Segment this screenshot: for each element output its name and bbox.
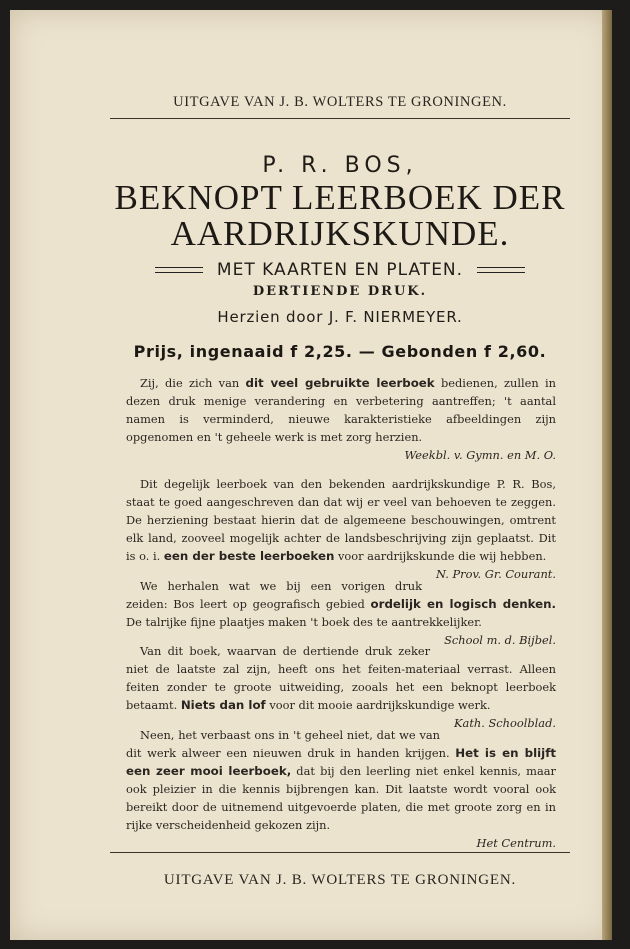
review bbox=[126, 374, 556, 464]
review bbox=[126, 642, 556, 731]
book-title bbox=[110, 180, 570, 252]
review-text: We herhalen wat we bij een vorigen druk zeiden: Bos leert op geografisch gebied bbox=[126, 578, 423, 611]
review-text: Van dit boek, waarvan de dertiende druk zeker niet de laatste zal zijn, heeft ons het feiten-materiaal verrast. Alleen feiten zonder te groote uitweiding, zooals het een beknopt leerboek betaamt. bbox=[126, 644, 556, 713]
double-rule-left bbox=[155, 267, 203, 273]
subtitle: MET KAARTEN EN PLATEN. bbox=[216, 260, 464, 280]
reviews bbox=[126, 374, 556, 859]
review-text: voor aardrijkskunde die wij hebben. bbox=[334, 549, 547, 564]
footer-rule bbox=[110, 852, 570, 853]
review-highlight: Niets dan lof bbox=[180, 698, 266, 713]
title-line-2: AARDRIJKSKUNDE. bbox=[170, 214, 510, 253]
review-highlight: Het is en blijft een zeer mooi leerboek, bbox=[126, 745, 557, 778]
review-text: Neen, het verbaast ons in 't geheel niet, dat we van dit werk alweer een nieuwen druk in handen krijgen. bbox=[126, 727, 456, 760]
review-text: bedienen, zullen in dezen druk menige verandering en verbetering aantreffen; 't aantal namen is verminderd, nieuwe karakteristieke afbeeldingen zijn opgenomen en 't geheele werk is met zorg herzien. bbox=[126, 376, 557, 444]
header-rule bbox=[110, 118, 570, 119]
title-line-1: BEKNOPT LEERBOEK DER bbox=[114, 178, 566, 217]
publisher-footer: UITGAVE VAN J. B. WOLTERS TE GRONINGEN. bbox=[163, 872, 517, 888]
review-text: dat bij den leerling niet enkel kennis, maar ook pleizier in die kennis bijbrengen kan. Dit laatste wordt vooral ook bereikt door de uitnemend uitgevoerde platen, die met groote zorg en in rijke verscheidenheid gekozen zijn. bbox=[126, 763, 556, 832]
review-source: Het Centrum. bbox=[476, 835, 556, 850]
page-edge bbox=[602, 10, 612, 940]
price-line: Prijs, ingenaaid f 2,25. — Gebonden f 2,60. bbox=[133, 342, 547, 361]
review-highlight: ordelijk en logisch denken. bbox=[370, 596, 557, 611]
review-source: School m. d. Bijbel. bbox=[444, 632, 556, 647]
revised-by: Herzien door J. F. NIERMEYER. bbox=[217, 308, 463, 326]
review-text: De talrijke fijne plaatjes maken 't boek des te aantrekkelijker. bbox=[126, 614, 482, 629]
edition: DERTIENDE DRUK. bbox=[252, 284, 428, 299]
author-name: P. R. BOS, bbox=[262, 153, 418, 178]
review-source: Weekbl. v. Gymn. en M. O. bbox=[404, 448, 556, 462]
review-source: N. Prov. Gr. Courant. bbox=[436, 567, 556, 582]
double-rule-right bbox=[477, 267, 525, 273]
book-page bbox=[10, 10, 612, 940]
publisher-header: UITGAVE VAN J. B. WOLTERS TE GRONINGEN. bbox=[173, 94, 507, 110]
review-text: Zij, die zich van bbox=[140, 376, 246, 390]
review-highlight: dit veel gebruikte leerboek bbox=[245, 376, 435, 390]
review bbox=[126, 726, 556, 852]
review bbox=[126, 577, 557, 647]
subtitle-row bbox=[120, 260, 560, 280]
review-source-line bbox=[126, 834, 556, 852]
review-text: voor dit mooie aardrijkskundige werk. bbox=[265, 698, 491, 713]
review-source-line bbox=[126, 446, 556, 464]
review-highlight: een der beste leerboeken bbox=[163, 549, 335, 564]
review bbox=[126, 475, 556, 582]
review-text: Dit degelijk leerboek van den bekenden aardrijkskundige P. R. Bos, staat te goed aangeschreven dan dat wij er veel van behoeven te zeggen. De herziening bestaat hierin dat de algemeene beschouwingen, omtrent elk land, zooveel mogelijk achter de landsbeschrijving zijn geplaatst. Dit is o. i. bbox=[126, 477, 556, 564]
review-source: Kath. Schoolblad. bbox=[454, 716, 556, 731]
